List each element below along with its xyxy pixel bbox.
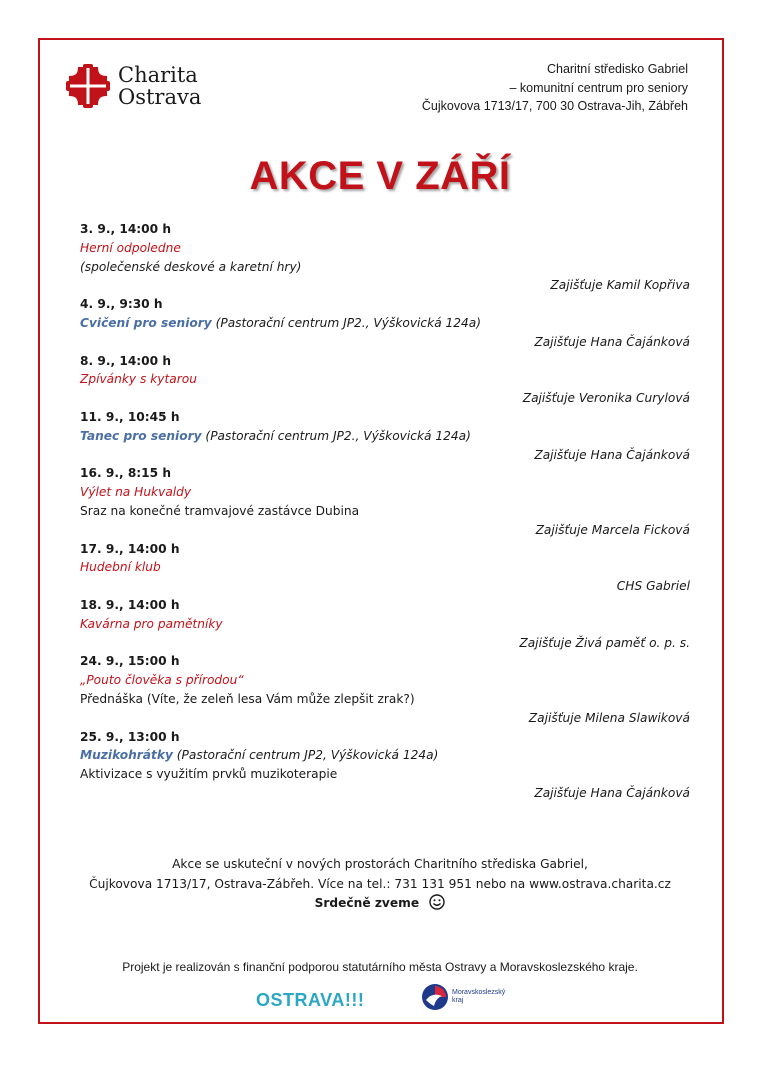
event-description: (společenské deskové a karetní hry) xyxy=(80,259,302,274)
event-title-line xyxy=(80,427,690,446)
event-date: 24. 9., 15:00 h xyxy=(80,654,180,669)
msk-emblem-icon xyxy=(420,982,450,1012)
event-date: 18. 9., 14:00 h xyxy=(80,597,180,612)
logo-line-1: Charita xyxy=(118,63,198,87)
ostrava-city-logo: OSTRAVA!!! xyxy=(256,990,365,1010)
event-title: Muzikohrátky xyxy=(80,748,173,763)
event-date: 8. 9., 14:00 h xyxy=(80,353,172,368)
event-item xyxy=(80,220,690,295)
footer-info xyxy=(0,855,760,914)
event-title: Cvičení pro seniory xyxy=(80,315,212,330)
footer-line-1: Akce se uskuteční v nových prostorách Charitního střediska Gabriel, xyxy=(172,857,588,871)
event-title: Tanec pro seniory xyxy=(80,428,202,443)
event-title-line xyxy=(80,671,690,690)
event-description: Přednáška (Víte, že zeleň lesa Vám může zlepšit zrak?) xyxy=(80,691,415,706)
event-organizer: Zajišťuje Hana Čajánková xyxy=(534,334,690,349)
event-item xyxy=(80,728,690,803)
event-item xyxy=(80,540,690,596)
msk-line-1: Moravskoslezský xyxy=(452,989,506,996)
event-item xyxy=(80,464,690,539)
page-title: AKCE V ZÁŘÍ xyxy=(249,154,511,198)
event-title-line xyxy=(80,370,690,389)
charita-logo xyxy=(64,62,201,110)
event-organizer: Zajišťuje Hana Čajánková xyxy=(534,447,690,462)
event-title-line xyxy=(80,239,690,258)
event-date: 4. 9., 9:30 h xyxy=(80,297,163,312)
event-location: (Pastorační centrum JP2., Výškovická 124a) xyxy=(201,428,471,443)
event-organizer: Zajišťuje Kamil Kopřiva xyxy=(550,278,690,293)
address-line-3: Čujkovova 1713/17, 700 30 Ostrava-Jih, Zábřeh xyxy=(421,99,688,113)
project-note: Projekt je realizován s finanční podporou statutárního města Ostravy a Moravskoslezského kraje. xyxy=(122,960,638,974)
event-title-line xyxy=(80,615,690,634)
event-list xyxy=(80,220,690,803)
msk-line-2: kraj xyxy=(452,997,464,1004)
smiley-icon xyxy=(429,894,445,910)
event-date: 16. 9., 8:15 h xyxy=(80,466,172,481)
event-item xyxy=(80,652,690,727)
address-line-2: – komunitní centrum pro seniory xyxy=(509,80,688,95)
event-title-line xyxy=(80,314,690,333)
event-item xyxy=(80,295,690,351)
event-organizer: Zajišťuje Veronika Curylová xyxy=(522,391,690,406)
event-title: Hudební klub xyxy=(80,560,161,575)
event-date: 25. 9., 13:00 h xyxy=(80,729,180,744)
charita-cross-icon xyxy=(64,62,112,110)
event-organizer: Zajišťuje Živá paměť o. p. s. xyxy=(519,635,690,650)
event-title: Herní odpoledne xyxy=(80,240,181,255)
event-item xyxy=(80,408,690,464)
logo-line-2: Ostrava xyxy=(118,85,202,109)
event-organizer: Zajišťuje Marcela Ficková xyxy=(535,522,690,537)
event-title-line xyxy=(80,746,690,765)
event-date: 3. 9., 14:00 h xyxy=(80,222,172,236)
event-organizer: CHS Gabriel xyxy=(616,579,690,594)
event-description: Aktivizace s využitím prvků muzikoterapie xyxy=(80,767,338,782)
closing-line xyxy=(0,894,760,914)
event-date: 17. 9., 14:00 h xyxy=(80,541,180,556)
event-title: „Pouto člověka s přírodou“ xyxy=(80,673,244,688)
event-organizer: Zajišťuje Milena Slawiková xyxy=(528,710,690,725)
event-location: (Pastorační centrum JP2., Výškovická 124a) xyxy=(211,315,482,330)
closing-text: Srdečně zveme xyxy=(314,896,420,910)
event-title-line xyxy=(80,483,690,502)
event-item xyxy=(80,352,690,408)
event-title-line xyxy=(80,558,690,577)
event-date: 11. 9., 10:45 h xyxy=(80,409,180,424)
event-item xyxy=(80,596,690,652)
header-address xyxy=(422,60,688,116)
address-line-1: Charitní středisko Gabriel xyxy=(546,62,688,76)
footer-line-2: Čujkovova 1713/17, Ostrava-Zábřeh. Více na tel.: 731 131 951 nebo na www.ostrava.charita.cz xyxy=(89,876,671,891)
msk-region-logo xyxy=(420,982,505,1012)
event-title: Kavárna pro pamětníky xyxy=(80,616,223,631)
event-description: Sraz na konečné tramvajové zastávce Dubina xyxy=(80,503,360,518)
event-title: Zpívánky s kytarou xyxy=(80,372,197,387)
event-organizer: Zajišťuje Hana Čajánková xyxy=(534,785,690,800)
event-title: Výlet na Hukvaldy xyxy=(80,485,192,500)
event-location: (Pastorační centrum JP2, Výškovická 124a) xyxy=(172,748,439,763)
